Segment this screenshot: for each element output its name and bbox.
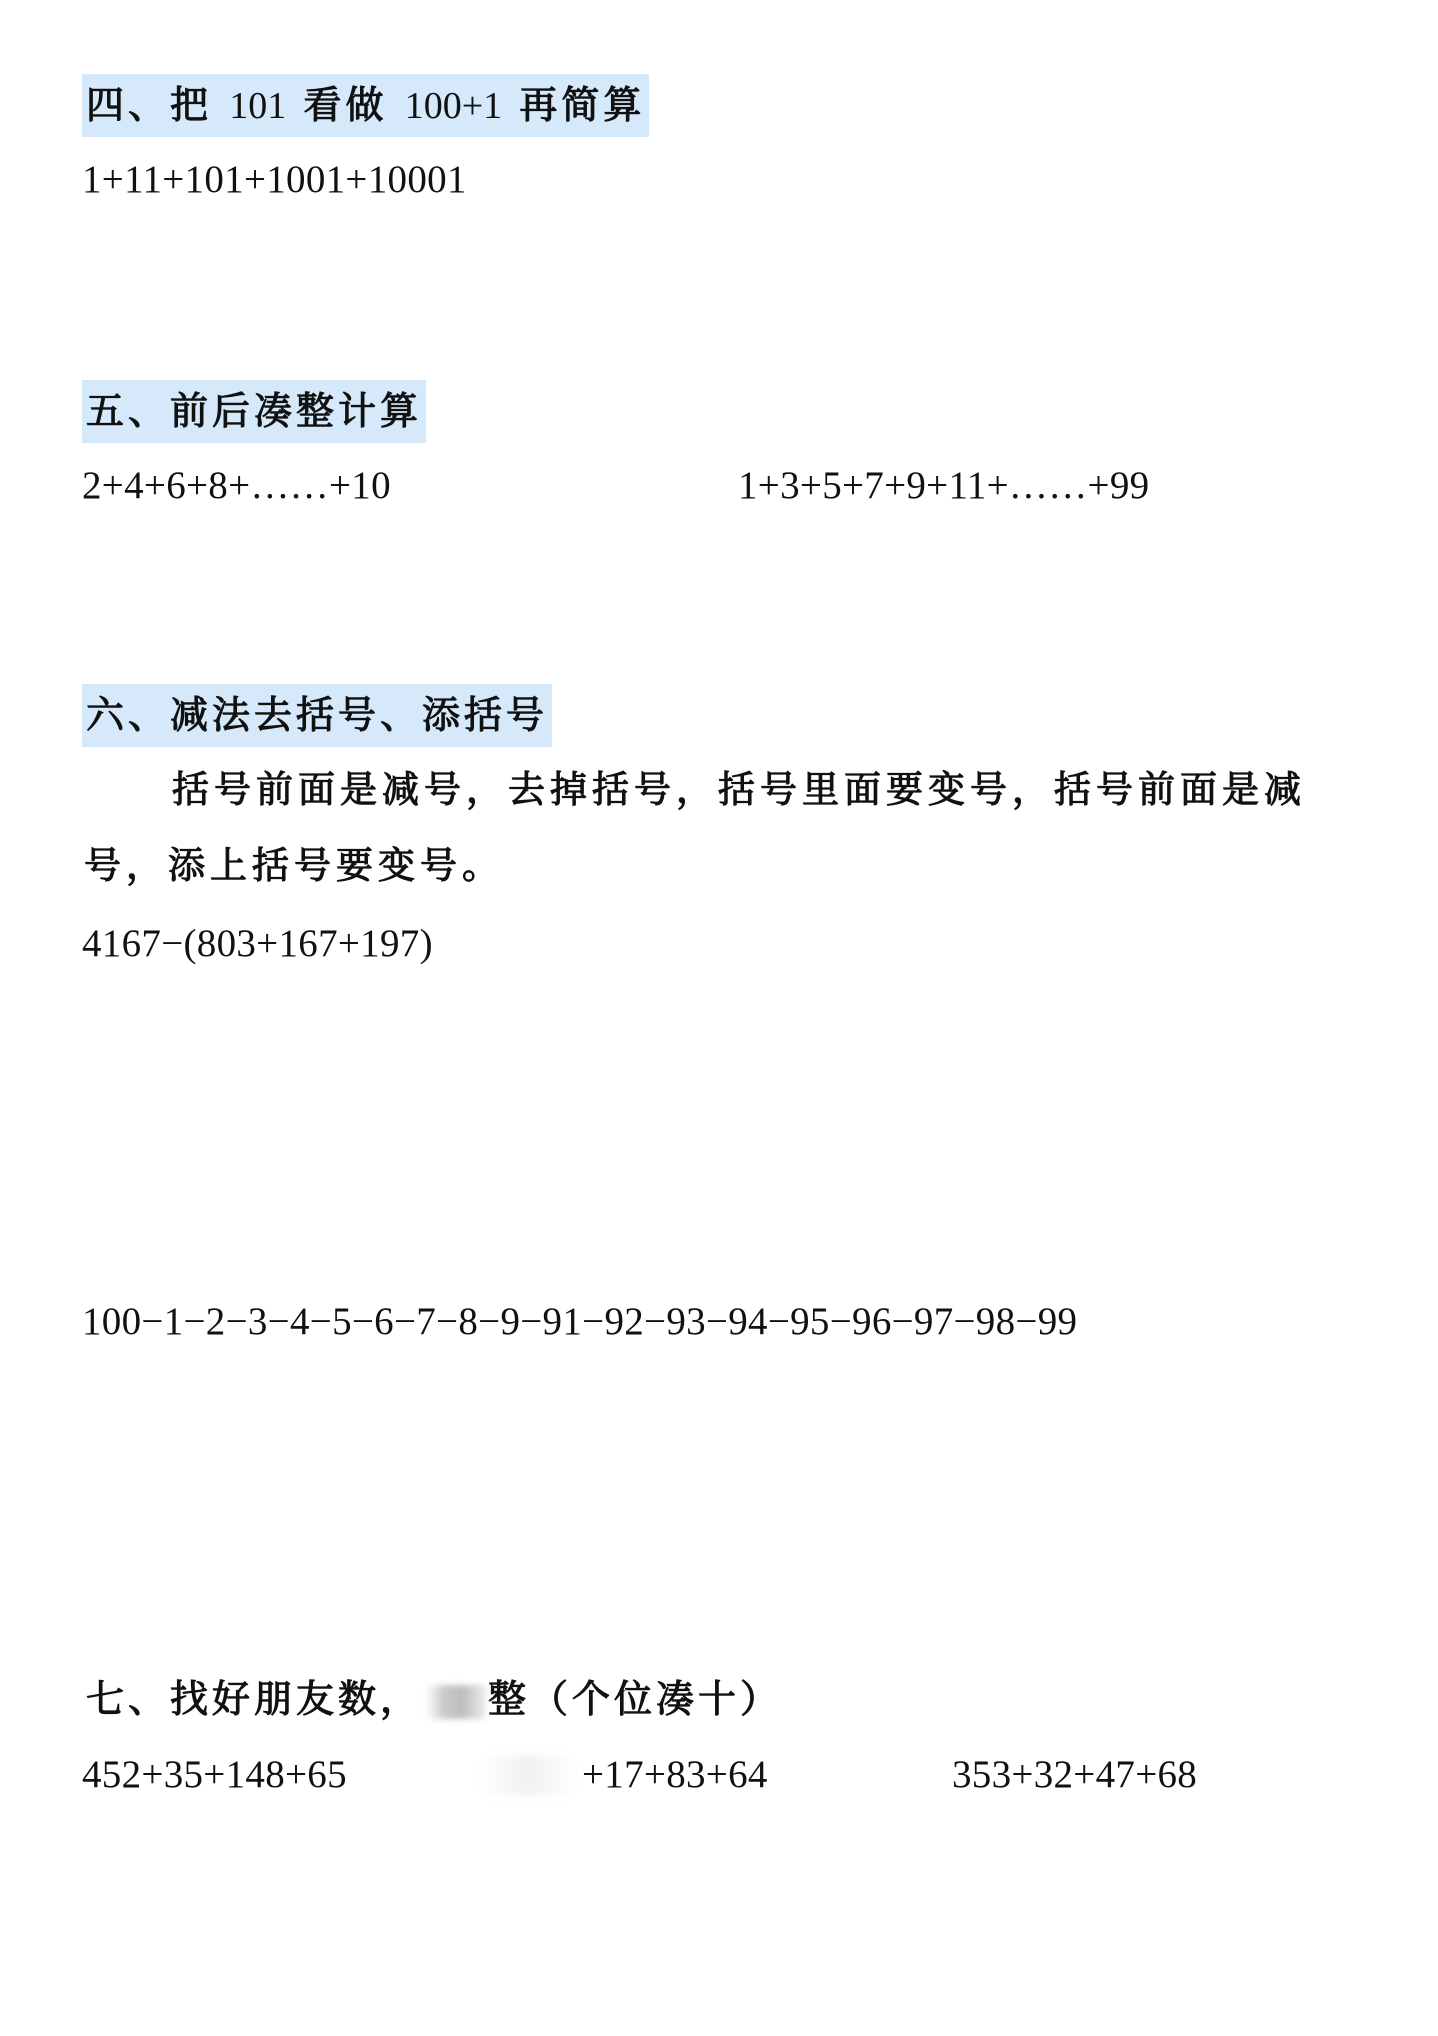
- section-7-expression-1: 452+35+148+65: [82, 1753, 347, 1796]
- redacted-blur-box: [478, 1755, 578, 1795]
- section-7-heading-part-b: 整（个位凑十）: [488, 1677, 783, 1721]
- section-5-heading: 五、前后凑整计算: [82, 380, 426, 443]
- redacted-blur: [426, 1685, 486, 1719]
- section-4-heading: [82, 74, 649, 137]
- section-6-rule-text: 括号前面是减号，去掉括号，括号里面要变号，括号前面是减号，添上括号要变号。: [84, 768, 1306, 887]
- section-7-heading-part-a: 七、找好朋友数，: [86, 1677, 423, 1721]
- section-4-heading-number-2: 100+1: [404, 85, 503, 127]
- section-6-expression-1: 4167−(803+167+197): [82, 922, 433, 965]
- section-7-heading: [82, 1668, 786, 1731]
- section-6-heading: 六、减法去括号、添括号: [82, 684, 552, 747]
- section-4-heading-part-b: 看做: [303, 83, 388, 127]
- section-5-expression-2: 1+3+5+7+9+11+……+99: [738, 464, 1150, 507]
- section-7-expression-2: +17+83+64: [582, 1753, 768, 1796]
- section-4-heading-part-a: 四、把: [86, 83, 213, 127]
- section-4-expression-1: 1+11+101+1001+10001: [82, 158, 467, 201]
- section-5-expression-1: 2+4+6+8+……+10: [82, 464, 391, 507]
- section-7-expression-3: 353+32+47+68: [952, 1753, 1198, 1796]
- section-6-expression-2: 100−1−2−3−4−5−6−7−8−9−91−92−93−94−95−96−97−98−99: [82, 1300, 1078, 1343]
- section-4-heading-number-1: 101: [229, 85, 287, 127]
- section-4-heading-part-c: 再简算: [519, 83, 646, 127]
